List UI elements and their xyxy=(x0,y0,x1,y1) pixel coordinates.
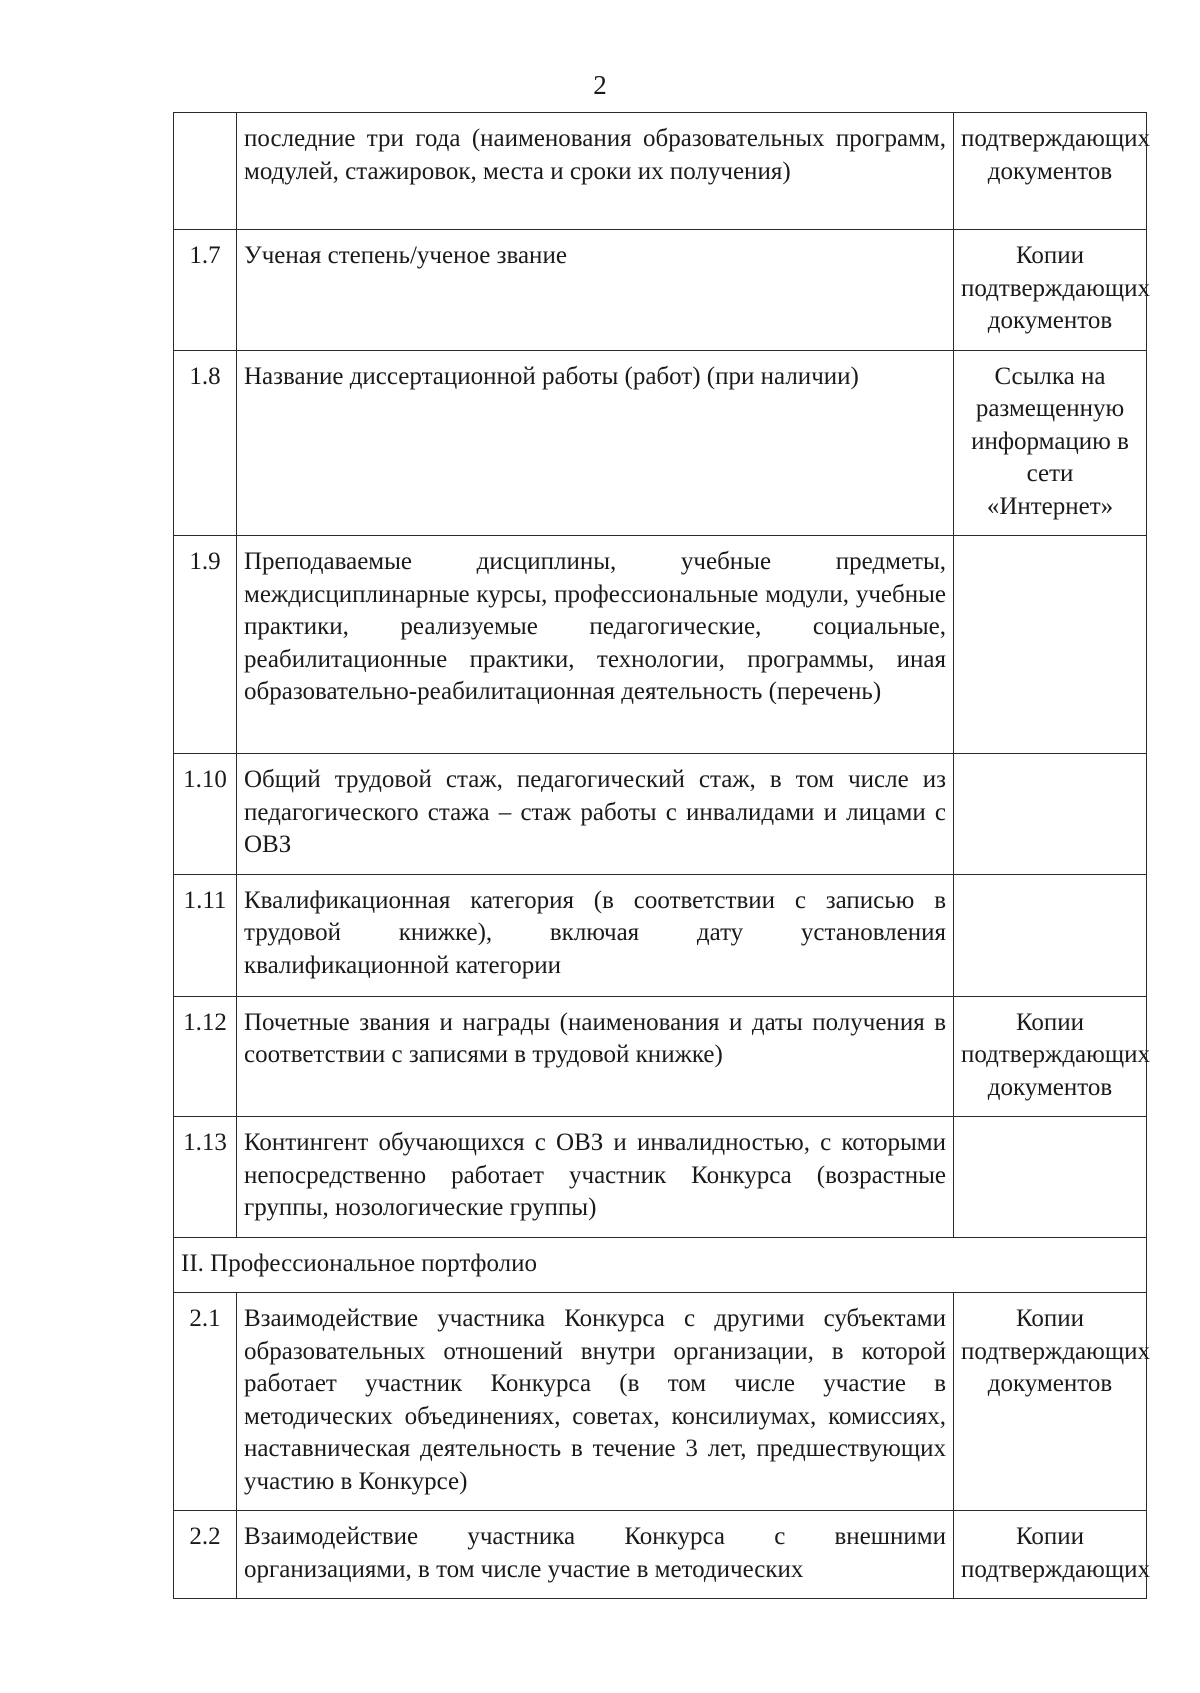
row-number: 2.2 xyxy=(174,1511,237,1599)
table-row xyxy=(174,536,1147,754)
table-row xyxy=(174,754,1147,875)
table-row xyxy=(174,350,1147,536)
table-row xyxy=(174,996,1147,1117)
row-documents: подтверждающих документов xyxy=(954,113,1147,230)
row-number: 1.7 xyxy=(174,230,237,351)
row-description: Взаимодействие участника Конкурса с другими субъектами образовательных отношений внутри организации, в которой работает участник Конкурса (в том числе участие в методических объединениях, советах, консилиумах, комиссиях, наставническая деятельность в течение 3 лет, предшествующих участию в Конкурсе) xyxy=(237,1293,954,1511)
row-documents xyxy=(954,754,1147,875)
row-number: 1.12 xyxy=(174,996,237,1117)
row-description: последние три года (наименования образовательных программ, модулей, стажировок, места и сроки их получения) xyxy=(237,113,954,230)
row-number xyxy=(174,113,237,230)
row-description: Квалификационная категория (в соответствии с записью в трудовой книжке), включая дату установления квалификационной категории xyxy=(237,874,954,996)
row-documents: Копии подтверждающих xyxy=(954,1511,1147,1599)
table-row xyxy=(174,1117,1147,1238)
row-number: 1.9 xyxy=(174,536,237,754)
table-row xyxy=(174,874,1147,996)
row-documents: Копии подтверждающих документов xyxy=(954,230,1147,351)
row-documents: Ссылка на размещенную информацию в сети «Интернет» xyxy=(954,350,1147,536)
row-number: 1.8 xyxy=(174,350,237,536)
row-description: Преподаваемые дисциплины, учебные предметы, междисциплинарные курсы, профессиональные модули, учебные практики, реализуемые педагогические, социальные, реабилитационные практики, технологии, программы, иная образовательно-реабилитационная деятельность (перечень) xyxy=(237,536,954,754)
row-description: Взаимодействие участника Конкурса с внешними организациями, в том числе участие в методических xyxy=(237,1511,954,1599)
table-body xyxy=(174,113,1150,1599)
row-number: 1.10 xyxy=(174,754,237,875)
row-documents: Копии подтверждающих документов xyxy=(954,996,1147,1117)
row-documents xyxy=(954,874,1147,996)
section-title: II. Профессиональное портфолио xyxy=(174,1237,1147,1293)
table-row xyxy=(174,1511,1147,1599)
row-description: Общий трудовой стаж, педагогический стаж, в том числе из педагогического стажа – стаж работы с инвалидами и лицами с ОВЗ xyxy=(237,754,954,875)
page-number: 2 xyxy=(593,70,607,100)
row-documents xyxy=(954,1117,1147,1238)
section-header-row xyxy=(174,1237,1147,1293)
row-description: Контингент обучающихся с ОВЗ и инвалидностью, с которыми непосредственно работает участник Конкурса (возрастные группы, нозологические группы) xyxy=(237,1117,954,1238)
row-number: 2.1 xyxy=(174,1293,237,1511)
row-number: 1.13 xyxy=(174,1117,237,1238)
row-description: Ученая степень/ученое звание xyxy=(237,230,954,351)
table-row xyxy=(174,1293,1147,1511)
row-number: 1.11 xyxy=(174,874,237,996)
row-documents: Копии подтверждающих документов xyxy=(954,1293,1147,1511)
requirements-table xyxy=(173,112,1150,1599)
table-row xyxy=(174,230,1147,351)
row-description: Почетные звания и награды (наименования и даты получения в соответствии с записями в трудовой книжке) xyxy=(237,996,954,1117)
row-documents xyxy=(954,536,1147,754)
row-description: Название диссертационной работы (работ) (при наличии) xyxy=(237,350,954,536)
table-row xyxy=(174,113,1147,230)
